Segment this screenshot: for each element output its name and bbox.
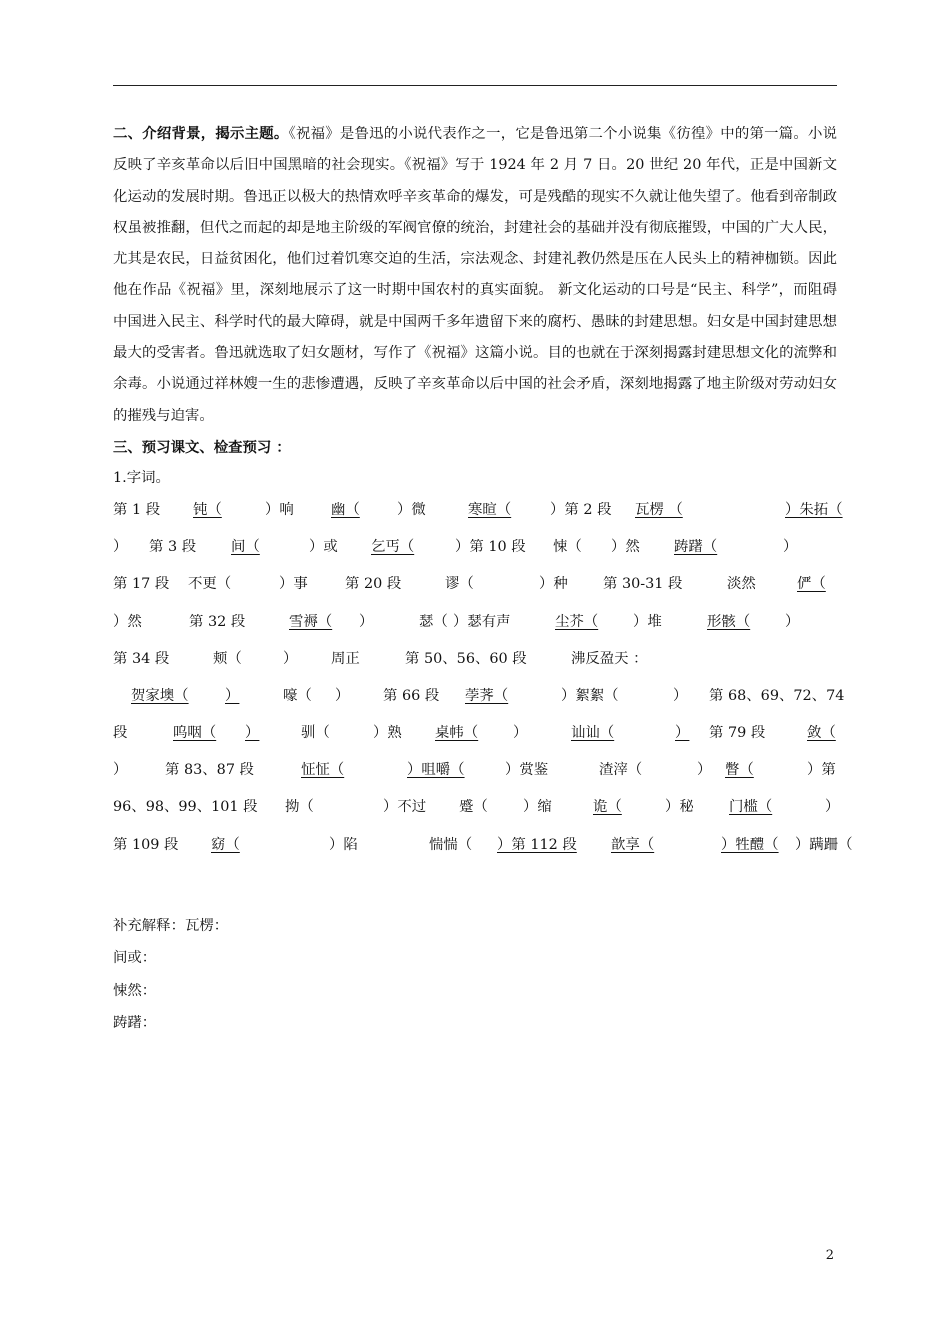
vocab-item: 瞥（ bbox=[725, 762, 754, 779]
vocab-line-6 bbox=[113, 680, 845, 717]
vocab-item: 淡然 bbox=[727, 576, 756, 593]
vocab-line-1 bbox=[113, 494, 843, 531]
vocab-item: 窈（ bbox=[211, 836, 240, 853]
vocab-item: ） bbox=[513, 725, 528, 742]
page-number: 2 bbox=[825, 1248, 834, 1263]
vocab-item: ）蹒跚（ bbox=[795, 836, 853, 853]
vocab-item: 踌躇（ bbox=[674, 539, 718, 556]
supplement-item: 补充解释：瓦楞： bbox=[113, 917, 229, 934]
vocab-item: 钝（ bbox=[193, 501, 222, 518]
header-rule bbox=[113, 85, 837, 86]
vocab-item: 第 3 段 bbox=[149, 539, 197, 556]
vocab-item: ）微 bbox=[397, 501, 426, 518]
section-2-label: 二、介绍背景，揭示主题。 bbox=[113, 125, 289, 142]
vocab-item: 乞丐（ bbox=[371, 539, 415, 556]
vocab-item: ）响 bbox=[265, 501, 294, 518]
vocab-item: 第 109 段 bbox=[113, 836, 179, 853]
vocab-item: 第 79 段 bbox=[709, 725, 766, 742]
vocab-item: ）絮絮（ bbox=[561, 687, 619, 704]
vocab-item: 第 17 段 bbox=[113, 576, 170, 593]
vocab-item: 渣滓（ bbox=[599, 762, 643, 779]
vocab-item: 歆享（ bbox=[611, 836, 655, 853]
vocab-item: ）不过 bbox=[383, 799, 427, 816]
vocab-item: 沸反盈天 ： bbox=[571, 650, 648, 667]
vocab-item: ） bbox=[675, 725, 690, 742]
vocab-item: 瓦楞 （ bbox=[635, 501, 683, 518]
vocab-item: ）牲醴（ bbox=[721, 836, 779, 853]
vocab-item: 第 66 段 bbox=[383, 687, 440, 704]
vocab-item: 讪讪（ bbox=[571, 725, 615, 742]
vocab-item: 雪褥（ bbox=[289, 613, 333, 630]
vocab-item: 第 34 段 bbox=[113, 650, 170, 667]
vocab-line-8 bbox=[113, 754, 837, 791]
section-2-paragraph bbox=[113, 118, 837, 432]
vocab-item: ） bbox=[113, 539, 128, 556]
vocab-item: 第 50、56、60 段 bbox=[405, 650, 527, 667]
supplement-item: 踌躇： bbox=[113, 1015, 157, 1032]
vocab-item: 谬（ bbox=[445, 576, 474, 593]
vocab-item: ）陷 bbox=[329, 836, 358, 853]
vocab-item: ）瑟有声 bbox=[453, 613, 511, 630]
vocab-item: 怔怔（ bbox=[301, 762, 345, 779]
vocab-item: 第 20 段 bbox=[345, 576, 402, 593]
vocab-item: ）第 112 段 bbox=[497, 836, 577, 853]
vocab-item: 形骸（ bbox=[707, 613, 751, 630]
vocab-item: ）咀嚼（ bbox=[407, 762, 465, 779]
vocab-item: ）然 bbox=[611, 539, 640, 556]
vocab-item: ）然 bbox=[113, 613, 142, 630]
vocab-item: ）或 bbox=[309, 539, 338, 556]
vocab-item: 第 30-31 段 bbox=[603, 576, 683, 593]
vocab-item: ）朱拓（ bbox=[785, 501, 843, 518]
vocab-item: ） bbox=[697, 762, 712, 779]
vocab-item: 驯（ bbox=[301, 725, 330, 742]
vocab-line-10 bbox=[113, 829, 853, 866]
vocab-item: 96、98、99、101 段 bbox=[113, 799, 258, 816]
vocab-item: 拗（ bbox=[285, 799, 314, 816]
vocab-item: ）事 bbox=[279, 576, 308, 593]
vocab-item: 嚎（ bbox=[283, 687, 312, 704]
vocab-item: 幽（ bbox=[331, 501, 360, 518]
vocab-item: ）熟 bbox=[373, 725, 402, 742]
vocab-item: 瑟（ bbox=[419, 613, 448, 630]
vocab-item: ）第 10 段 bbox=[455, 539, 526, 556]
vocab-item: 惴惴（ bbox=[429, 836, 473, 853]
vocab-item: ） bbox=[359, 613, 374, 630]
vocab-item: ） bbox=[673, 687, 688, 704]
vocab-item: 荸荠（ bbox=[465, 687, 509, 704]
vocab-subheading: 1.字词。 bbox=[113, 469, 170, 486]
vocab-item: 门槛（ bbox=[729, 799, 773, 816]
vocab-item: ）种 bbox=[539, 576, 568, 593]
vocab-item: ）第 bbox=[807, 762, 836, 779]
vocab-item: 俨（ bbox=[797, 576, 826, 593]
vocab-item: 敛（ bbox=[807, 725, 836, 742]
vocab-item: 蹙（ bbox=[459, 799, 488, 816]
vocab-line-2 bbox=[113, 531, 837, 568]
supplement-item: 间或： bbox=[113, 950, 157, 967]
vocab-item: ） bbox=[785, 613, 800, 630]
vocab-item: 悚（ bbox=[553, 539, 582, 556]
vocab-item: ）堆 bbox=[633, 613, 662, 630]
vocab-item: 第 32 段 bbox=[189, 613, 246, 630]
vocab-item: 桌帏（ bbox=[435, 725, 479, 742]
vocab-item: ） bbox=[225, 687, 240, 704]
vocab-item: ）缩 bbox=[523, 799, 552, 816]
vocab-item: 贺家墺（ bbox=[131, 687, 189, 704]
vocab-line-3 bbox=[113, 568, 837, 605]
vocab-item: 不更（ bbox=[188, 576, 232, 593]
vocab-line-9 bbox=[113, 791, 840, 828]
vocab-item: 段 bbox=[113, 725, 128, 742]
vocab-item: 呜咽（ bbox=[173, 725, 217, 742]
vocab-item: ） bbox=[335, 687, 350, 704]
vocab-item: 间（ bbox=[231, 539, 260, 556]
supplement-item: 悚然： bbox=[113, 982, 157, 999]
vocab-item: 诡（ bbox=[593, 799, 622, 816]
section-3-heading: 三、预习课文、检查预习 ： bbox=[113, 438, 291, 456]
section-2-text: 《祝福》是鲁迅的小说代表作之一，它是鲁迅第二个小说集《彷徨》中的第一篇。小说反映了辛亥革命以后旧中国黑暗的社会现实。《祝福》写于 1924 年 2 月 7 日。20 世纪 20 年代，正是中国新文化运动的发展时期。鲁迅正以极大的热情欢呼辛亥革命的爆发，可是残酷的现实不久就让他失望了。他看到帝制政权虽被推翻，但代之而起的却是地主阶级的军阀官僚的统治，封建社会的基础并没有彻底摧毁，中国的广大人民，尤其是农民，日益贫困化，他们过着饥寒交迫的生活，宗法观念、封建礼教仍然是压在人民头上的精神枷锁。因此他在作品《祝福》里，深刻地展示了这一时期中国农村的真实面貌。 新文化运动的口号是“民主、科学”，而阻碍中国进入民主、科学时代的最大障碍，就是中国两千多年遗留下来的腐朽、愚昧的封建思想。妇女是中国封建思想最大的受害者。鲁迅就选取了妇女题材，写作了《祝福》这篇小说。目的也就在于深刻揭露封建思想文化的流弊和余毒。小说通过祥林嫂一生的悲惨遭遇，反映了辛亥革命以后中国的社会矛盾，深刻地揭露了地主阶级对劳动妇女的摧残与迫害。 bbox=[113, 126, 837, 424]
vocab-item: ） bbox=[113, 762, 128, 779]
vocab-item: 周正 bbox=[331, 650, 360, 667]
vocab-line-5 bbox=[113, 643, 837, 680]
vocab-item: 颊（ bbox=[213, 650, 242, 667]
vocab-item: ）秘 bbox=[665, 799, 694, 816]
vocab-item: 第 83、87 段 bbox=[165, 762, 254, 779]
vocab-line-7 bbox=[113, 717, 837, 754]
vocab-item: 第 68、69、72、74 bbox=[709, 687, 845, 704]
vocab-item: ）赏鉴 bbox=[505, 762, 549, 779]
vocab-item: 尘芥（ bbox=[555, 613, 599, 630]
vocab-item: ） bbox=[245, 725, 260, 742]
vocab-item: ） bbox=[783, 539, 798, 556]
vocab-item: 第 1 段 bbox=[113, 501, 161, 518]
vocab-line-4 bbox=[113, 606, 837, 643]
vocab-item: 寒暄（ bbox=[468, 501, 512, 518]
vocab-item: ） bbox=[825, 799, 840, 816]
page-content bbox=[113, 118, 853, 1040]
vocab-item: ） bbox=[283, 650, 298, 667]
vocab-item: ）第 2 段 bbox=[550, 501, 612, 518]
